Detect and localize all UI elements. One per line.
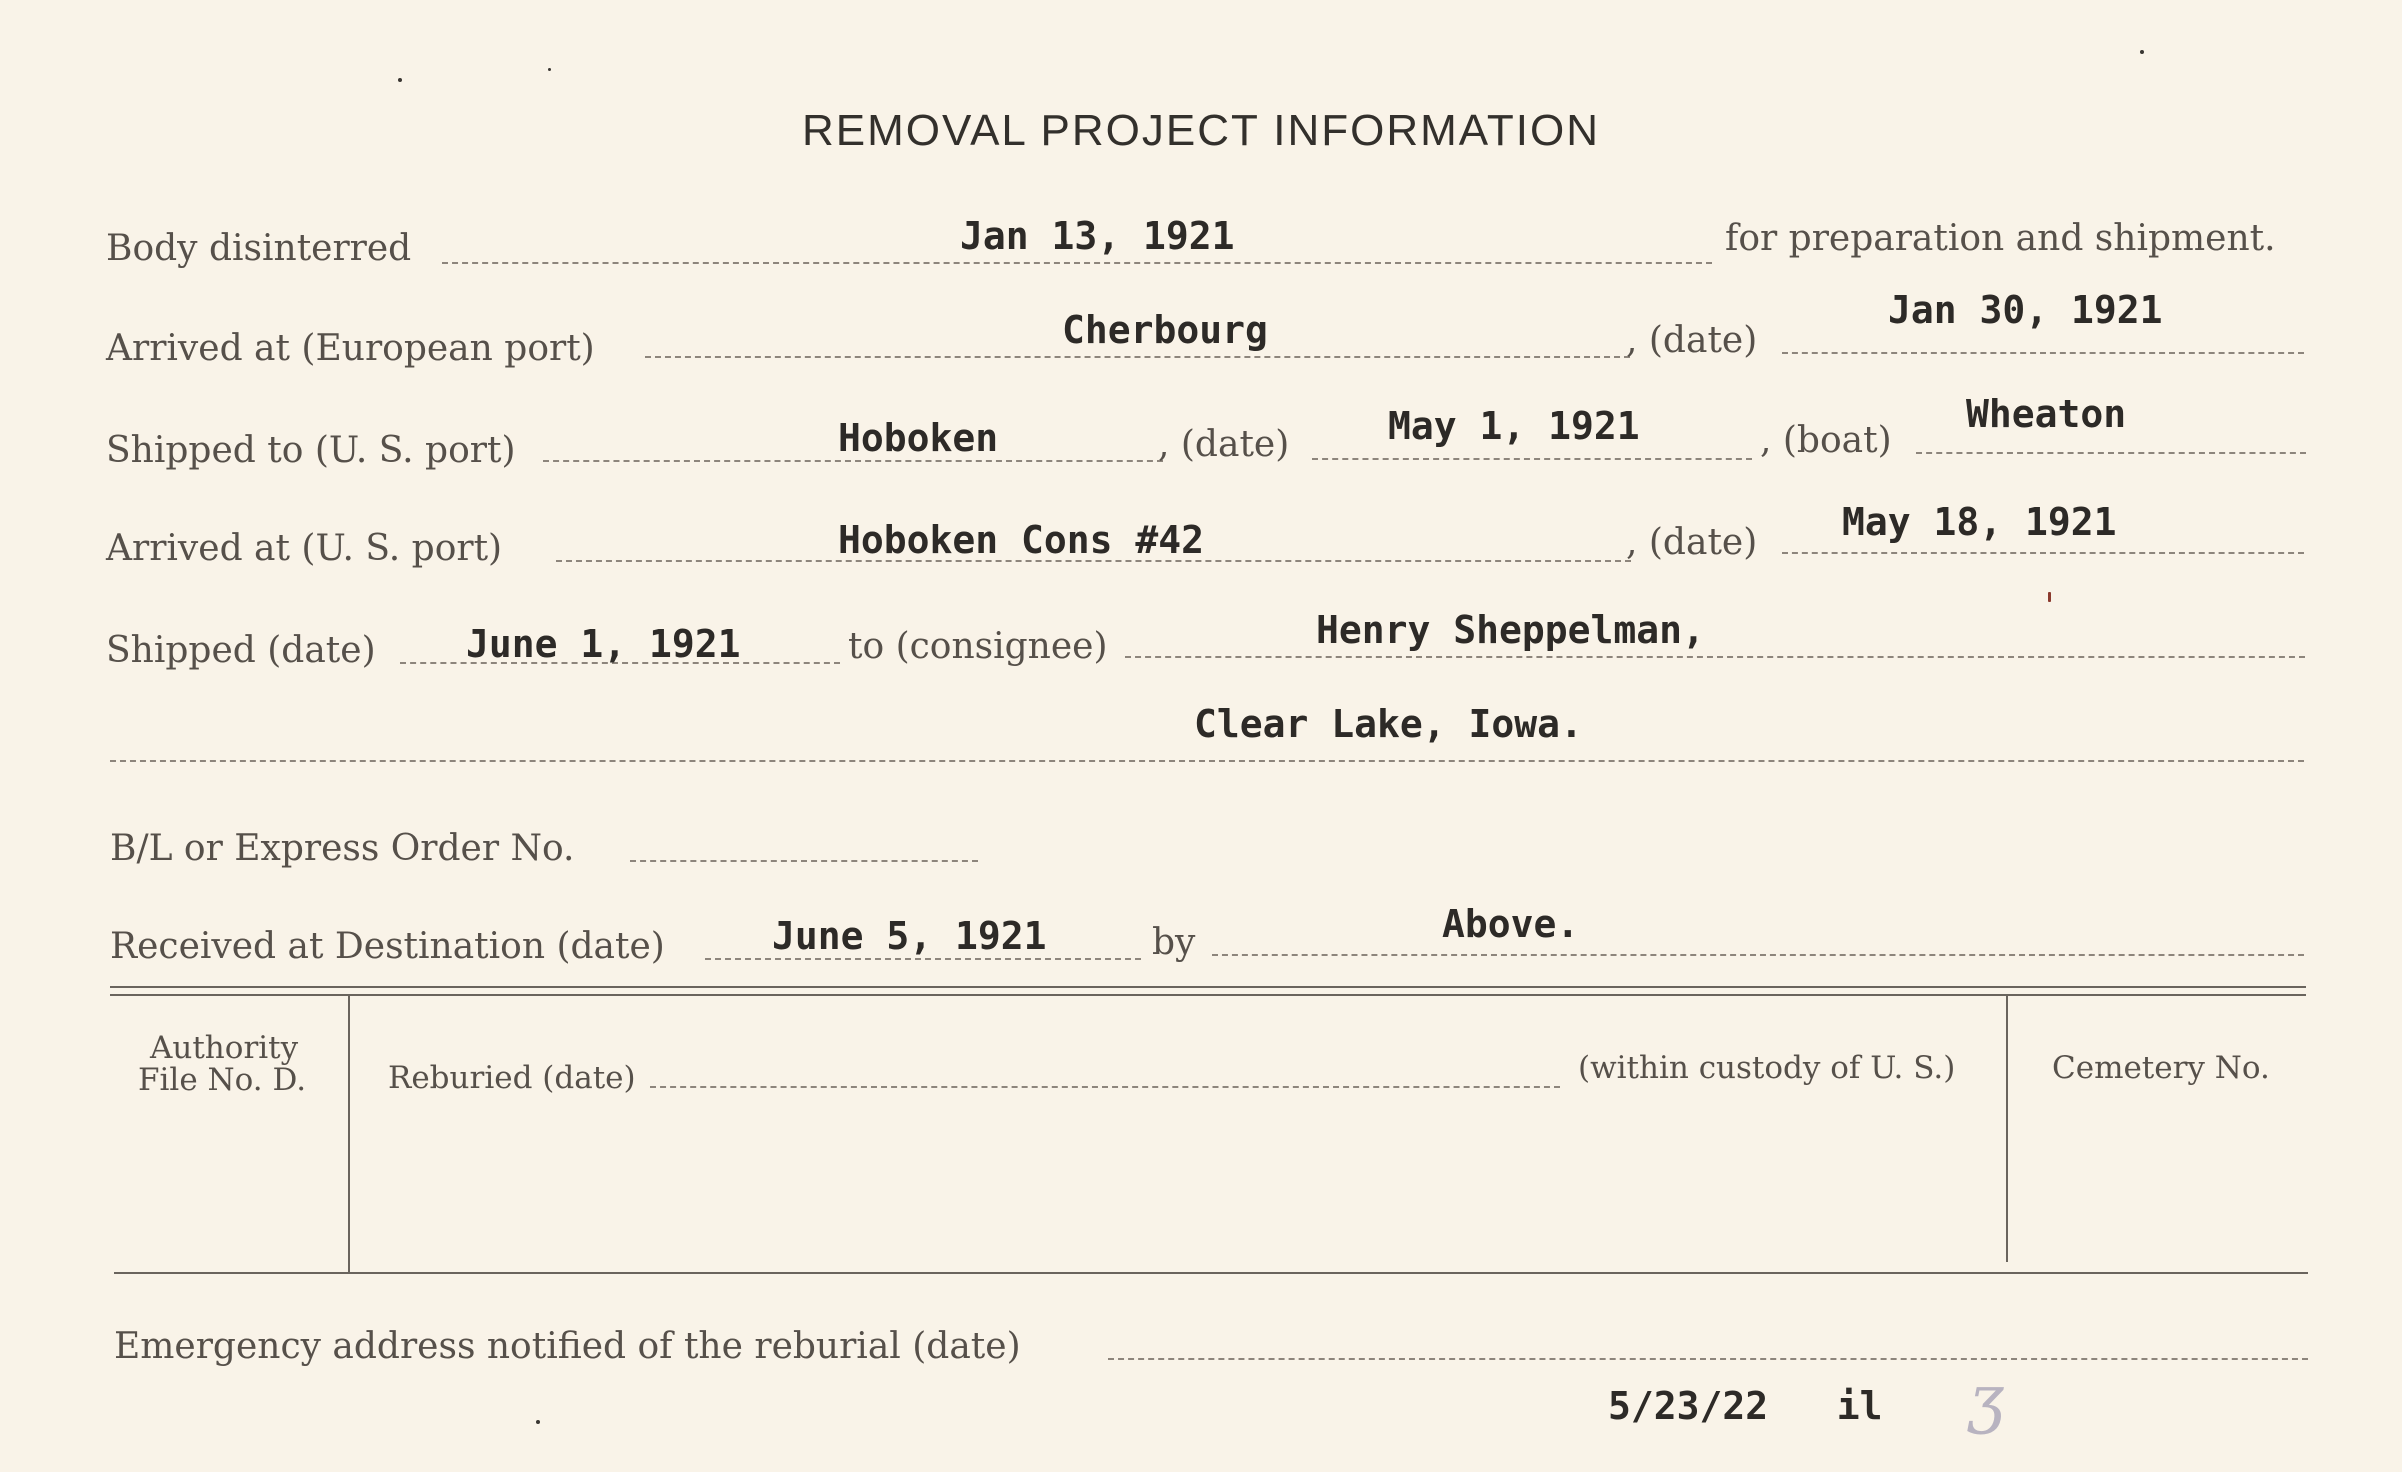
dotted-line — [1782, 352, 2304, 354]
received-by-label: by — [1152, 922, 1196, 963]
dotted-line — [543, 460, 1163, 462]
dotted-line — [645, 356, 1630, 358]
body-disinterred-value: Jan 13, 1921 — [960, 214, 1235, 258]
boat-value: Wheaton — [1966, 392, 2127, 436]
dotted-line — [1782, 552, 2304, 554]
us-port-arrived-value: Hoboken Cons #42 — [838, 518, 1205, 562]
dotted-line — [1916, 452, 2306, 454]
dotted-line — [1125, 656, 2305, 658]
dotted-line — [1212, 954, 2304, 956]
footer-date-stamp: 5/23/22 il — [1608, 1384, 1883, 1428]
dotted-line — [442, 262, 1712, 264]
dotted-line — [110, 760, 2304, 762]
shipped-date-value: June 1, 1921 — [466, 622, 741, 666]
european-date-value: Jan 30, 1921 — [1888, 288, 2163, 332]
custody-label: (within custody of U. S.) — [1578, 1050, 1956, 1086]
dotted-line — [705, 958, 1141, 960]
card-title: REMOVAL PROJECT INFORMATION — [802, 106, 1600, 155]
double-rule-top — [110, 986, 2306, 988]
consignee-value: Henry Sheppelman, — [1316, 608, 1705, 652]
european-port-value: Cherbourg — [1062, 308, 1268, 352]
column-divider-right — [2006, 996, 2008, 1262]
european-date-label: , (date) — [1626, 320, 1758, 361]
preparation-shipment-text: for preparation and shipment. — [1725, 218, 2276, 259]
cemetery-number-label: Cemetery No. — [2052, 1050, 2270, 1086]
shipped-date-label: Shipped (date) — [106, 630, 376, 671]
ink-speck — [2048, 592, 2051, 602]
pencil-mark: ʒ — [1968, 1362, 2005, 1436]
reburied-date-label: Reburied (date) — [388, 1060, 636, 1096]
us-port-shipped-date-label: , (date) — [1158, 424, 1290, 465]
us-port-arrived-date-label: , (date) — [1626, 522, 1758, 563]
us-port-arrived-label: Arrived at (U. S. port) — [106, 528, 503, 569]
us-port-shipped-label: Shipped to (U. S. port) — [106, 430, 516, 471]
bl-express-order-label: B/L or Express Order No. — [110, 828, 575, 869]
double-rule-bottom — [110, 994, 2306, 996]
us-port-shipped-date-value: May 1, 1921 — [1388, 404, 1640, 448]
emergency-address-label: Emergency address notified of the reburial (date) — [114, 1326, 1021, 1367]
column-divider-left — [348, 996, 350, 1272]
received-date-value: June 5, 1921 — [772, 914, 1047, 958]
table-bottom-rule — [114, 1272, 2308, 1274]
consignee-address-value: Clear Lake, Iowa. — [1194, 702, 1583, 746]
received-by-value: Above. — [1442, 902, 1580, 946]
ink-speck — [2140, 50, 2144, 54]
consignee-label: to (consignee) — [848, 626, 1108, 667]
dotted-line — [1312, 458, 1752, 460]
boat-label: , (boat) — [1760, 420, 1892, 461]
authority-label-line2: File No. D. — [138, 1062, 307, 1098]
us-port-shipped-value: Hoboken — [838, 416, 999, 460]
ink-speck — [536, 1420, 540, 1424]
dotted-line — [1108, 1358, 2308, 1360]
body-disinterred-label: Body disinterred — [106, 228, 412, 269]
european-port-label: Arrived at (European port) — [106, 328, 595, 369]
dotted-line — [630, 860, 978, 862]
received-destination-label: Received at Destination (date) — [110, 926, 665, 967]
dotted-line — [650, 1086, 1560, 1088]
ink-speck — [398, 78, 402, 82]
us-port-arrived-date-value: May 18, 1921 — [1842, 500, 2117, 544]
authority-label-line1: Authority — [150, 1030, 299, 1066]
ink-speck — [548, 68, 551, 71]
